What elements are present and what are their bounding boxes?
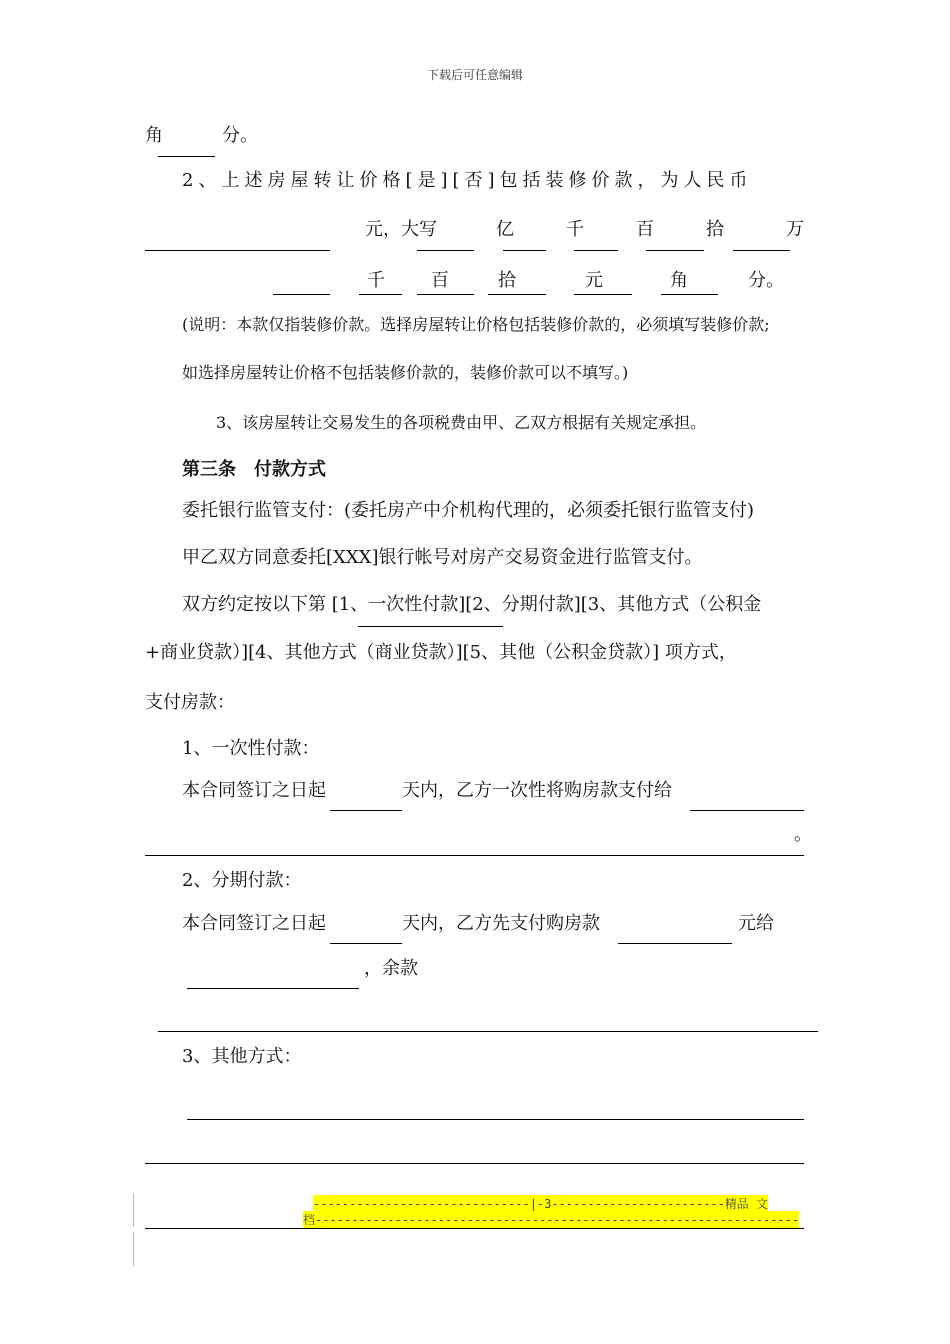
footer-margin-bar-1 <box>133 1193 134 1227</box>
footer-rule <box>145 1228 804 1229</box>
article3-p3-line1: 双方约定按以下第 [1、一次性付款][2、分期付款][3、其他方式（公积金 <box>182 594 762 615</box>
install-text-c: 元给 <box>738 913 774 934</box>
qian-label: 千 <box>566 219 584 240</box>
qian2-blank[interactable] <box>273 294 330 295</box>
payment-option-blank[interactable] <box>358 626 503 627</box>
lump-days-blank[interactable] <box>330 810 402 811</box>
article3-p3-line3: 支付房款： <box>145 692 235 713</box>
bai-blank[interactable] <box>574 250 618 251</box>
yuan2-blank[interactable] <box>488 294 546 295</box>
fen2-label: 分。 <box>748 270 784 291</box>
yi-label: 亿 <box>496 219 514 240</box>
install-fill-line[interactable] <box>158 1031 818 1032</box>
yuan2-label: 元 <box>585 270 603 291</box>
footer-line1: ------------------------------|-3------------------------精品 文 <box>313 1197 769 1211</box>
shi2-label: 拾 <box>498 270 516 291</box>
item2-line1: 2、上述房屋转让价格[是][否]包括装修价款，为人民币 <box>182 170 753 191</box>
article3-p3-line2: +商业贷款）][4、其他方式（商业贷款）][5、其他（公积金贷款）] 项方式， <box>145 642 737 663</box>
note-line1: (说明：本款仅指装修价款。选择房屋转让价格包括装修价款的，必须填写装修价款; <box>182 315 770 334</box>
item3-text: 3、该房屋转让交易发生的各项税费由甲、乙双方根据有关规定承担。 <box>216 413 707 432</box>
fen-label: 分。 <box>222 125 258 146</box>
article3-p1: 委托银行监管支付：(委托房产中介机构代理的，必须委托银行监管支付) <box>182 500 755 521</box>
lump-title: 1、一次性付款： <box>182 738 320 759</box>
wan-label: 万 <box>786 219 804 240</box>
lump-fill-line[interactable] <box>145 855 804 856</box>
shi-label: 拾 <box>706 219 724 240</box>
page-header: 下载后可任意编辑 <box>426 68 523 82</box>
lump-text-b: 天内，乙方一次性将购房款支付给 <box>402 780 672 801</box>
footer-line2: 档------------------------------------------------------------------- <box>303 1213 800 1227</box>
install-days-blank[interactable] <box>330 943 402 944</box>
price-amount-blank[interactable] <box>145 250 330 251</box>
install-payee-blank[interactable] <box>187 988 359 989</box>
install-text-b: 天内，乙方先支付购房款 <box>402 913 600 934</box>
install-amount-blank[interactable] <box>618 943 732 944</box>
jiao2-label: 角 <box>670 270 688 291</box>
lump-text-a: 本合同签订之日起 <box>182 780 326 801</box>
lump-payee-blank[interactable] <box>690 810 804 811</box>
other-title: 3、其他方式： <box>182 1046 302 1067</box>
yuan-daxie-label: 元，大写 <box>365 219 437 240</box>
jiao-label: 角 <box>145 125 163 146</box>
bai2-blank[interactable] <box>359 294 402 295</box>
qian2-label: 千 <box>367 270 385 291</box>
lump-end: 。 <box>794 824 812 845</box>
install-title: 2、分期付款： <box>182 870 302 891</box>
install-remainder: ，余款 <box>364 958 418 979</box>
jiao-blank[interactable] <box>158 156 215 157</box>
fen2-blank[interactable] <box>661 294 718 295</box>
jiao2-blank[interactable] <box>574 294 632 295</box>
yi-blank[interactable] <box>417 250 474 251</box>
article3-title: 第三条 付款方式 <box>182 459 326 480</box>
install-text-a: 本合同签订之日起 <box>182 913 326 934</box>
article3-p2: 甲乙双方同意委托[XXX]银行帐号对房产交易资金进行监管支付。 <box>182 547 703 568</box>
bai2-label: 百 <box>431 270 449 291</box>
shi2-blank[interactable] <box>417 294 474 295</box>
qian-blank[interactable] <box>503 250 546 251</box>
shi-blank[interactable] <box>646 250 704 251</box>
note-line2: 如选择房屋转让价格不包括装修价款的，装修价款可以不填写。) <box>182 363 629 382</box>
bai-label: 百 <box>636 219 654 240</box>
other-fill-line-2[interactable] <box>145 1163 804 1164</box>
other-fill-line-1[interactable] <box>187 1119 804 1120</box>
footer-margin-bar-2 <box>133 1232 134 1266</box>
wan-blank[interactable] <box>733 250 790 251</box>
